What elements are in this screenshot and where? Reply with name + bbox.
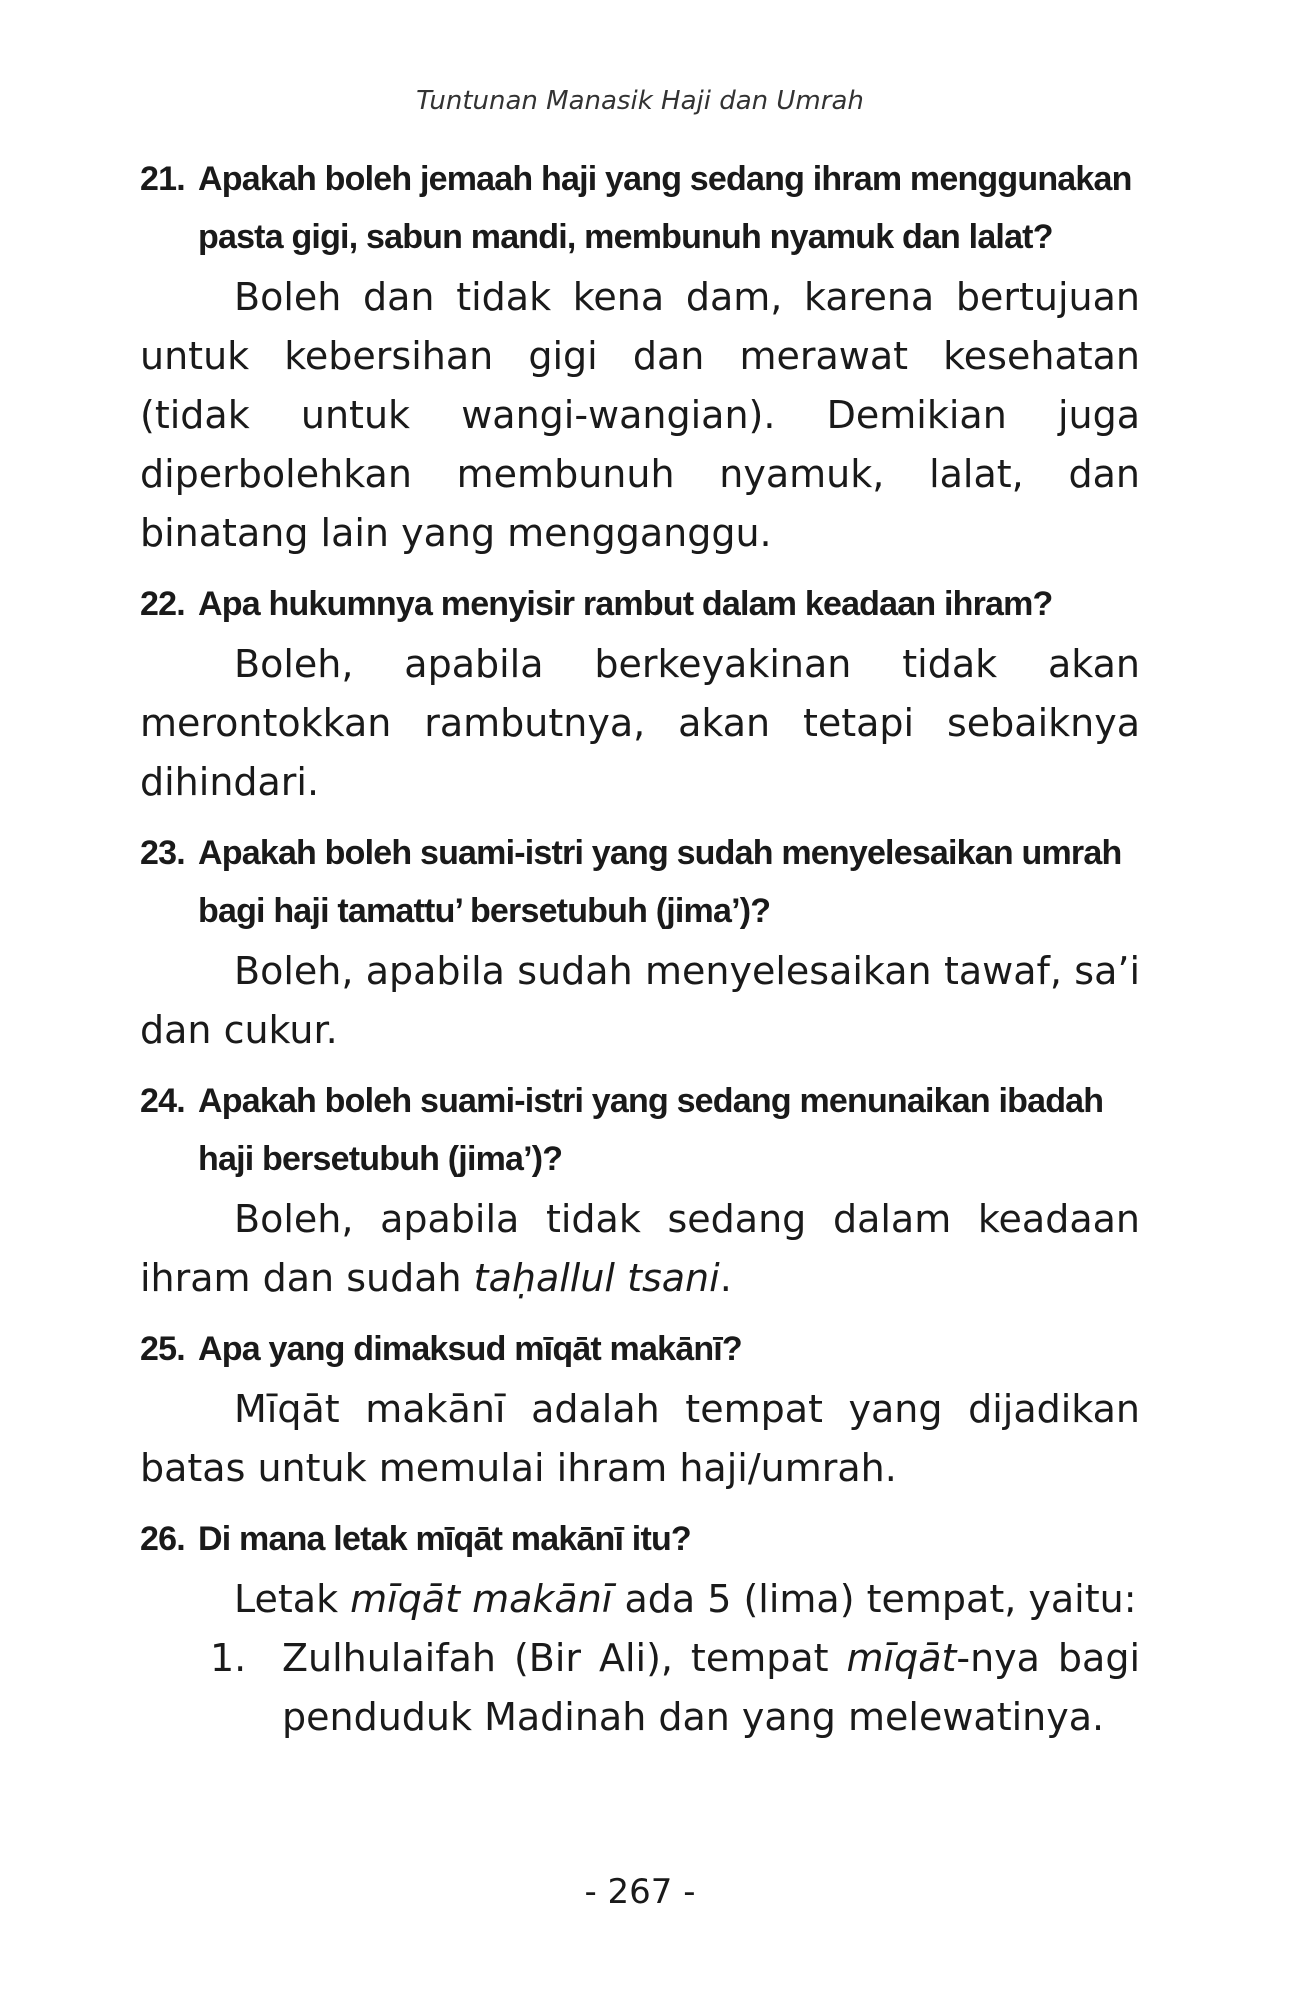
question-number: 21. (140, 160, 185, 198)
answer-term: taḥallul tsani (473, 1256, 720, 1300)
list-number: 1. (210, 1636, 247, 1680)
answer-text: ada 5 (lima) tempat, yaitu: (612, 1577, 1137, 1621)
page-content (140, 150, 1140, 1747)
answer-25: Mīqāt makānī adalah tempat yang dijadikan batas untuk memulai ihram haji/umrah. (140, 1387, 1140, 1490)
question-text: Apakah boleh jemaah haji yang sedang ihram menggunakan pasta gigi, sabun mandi, membunuh nyamuk dan lalat? (198, 160, 1132, 256)
question-text: Apakah boleh suami-istri yang sudah menyelesaikan umrah bagi haji tamattu’ bersetubuh (jima’)? (198, 834, 1122, 930)
question-number: 26. (140, 1520, 185, 1558)
list-text-part: Zulhulaifah (Bir Ali), tempat (282, 1636, 847, 1680)
answer-text: Boleh, apabila tidak sedang dalam keadaan ihram dan sudah (140, 1197, 1140, 1300)
question-number: 23. (140, 834, 185, 872)
question-number: 24. (140, 1082, 185, 1120)
question-text: Apa yang dimaksud mīqāt makānī? (198, 1330, 742, 1368)
answer-22: Boleh, apabila berkeyakinan tidak akan merontokkan rambutnya, akan tetapi sebaiknya dihindari. (140, 642, 1140, 804)
page-number: - 267 - (584, 1872, 696, 1912)
running-header: Tuntunan Manasik Haji dan Umrah (416, 86, 864, 116)
question-number: 22. (140, 585, 185, 623)
question-text: Di mana letak mīqāt makānī itu? (198, 1520, 691, 1558)
answer-26 (140, 1570, 1140, 1629)
question-text: Apakah boleh suami-istri yang sedang menunaikan ibadah haji bersetubuh (jima’)? (198, 1082, 1104, 1178)
answer-text: Letak (234, 1577, 351, 1621)
question-25 (140, 1320, 1140, 1378)
list-item (210, 1629, 1140, 1747)
list-term: mīqāt (846, 1636, 957, 1680)
answer-23: Boleh, apabila sudah menyelesaikan tawaf, sa’i dan cukur. (140, 949, 1140, 1052)
question-26 (140, 1510, 1140, 1568)
question-number: 25. (140, 1330, 185, 1368)
question-21 (140, 150, 1140, 266)
answer-24 (140, 1190, 1140, 1308)
question-22 (140, 575, 1140, 633)
answer-21: Boleh dan tidak kena dam, karena bertujuan untuk kebersihan gigi dan merawat kesehatan (tidak untuk wangi-wangian). Demikian juga diperbolehkan membunuh nyamuk, lalat, dan binatang lain yang mengganggu. (140, 275, 1140, 555)
answer-text: . (719, 1256, 732, 1300)
question-23 (140, 824, 1140, 940)
list-text-part: -nya bagi penduduk Madinah dan yang melewatinya. (282, 1636, 1140, 1739)
question-text: Apa hukumnya menyisir rambut dalam keadaan ihram? (198, 585, 1053, 623)
question-24 (140, 1072, 1140, 1188)
answer-term: mīqāt makānī (350, 1577, 613, 1621)
list-text (282, 1629, 1140, 1747)
